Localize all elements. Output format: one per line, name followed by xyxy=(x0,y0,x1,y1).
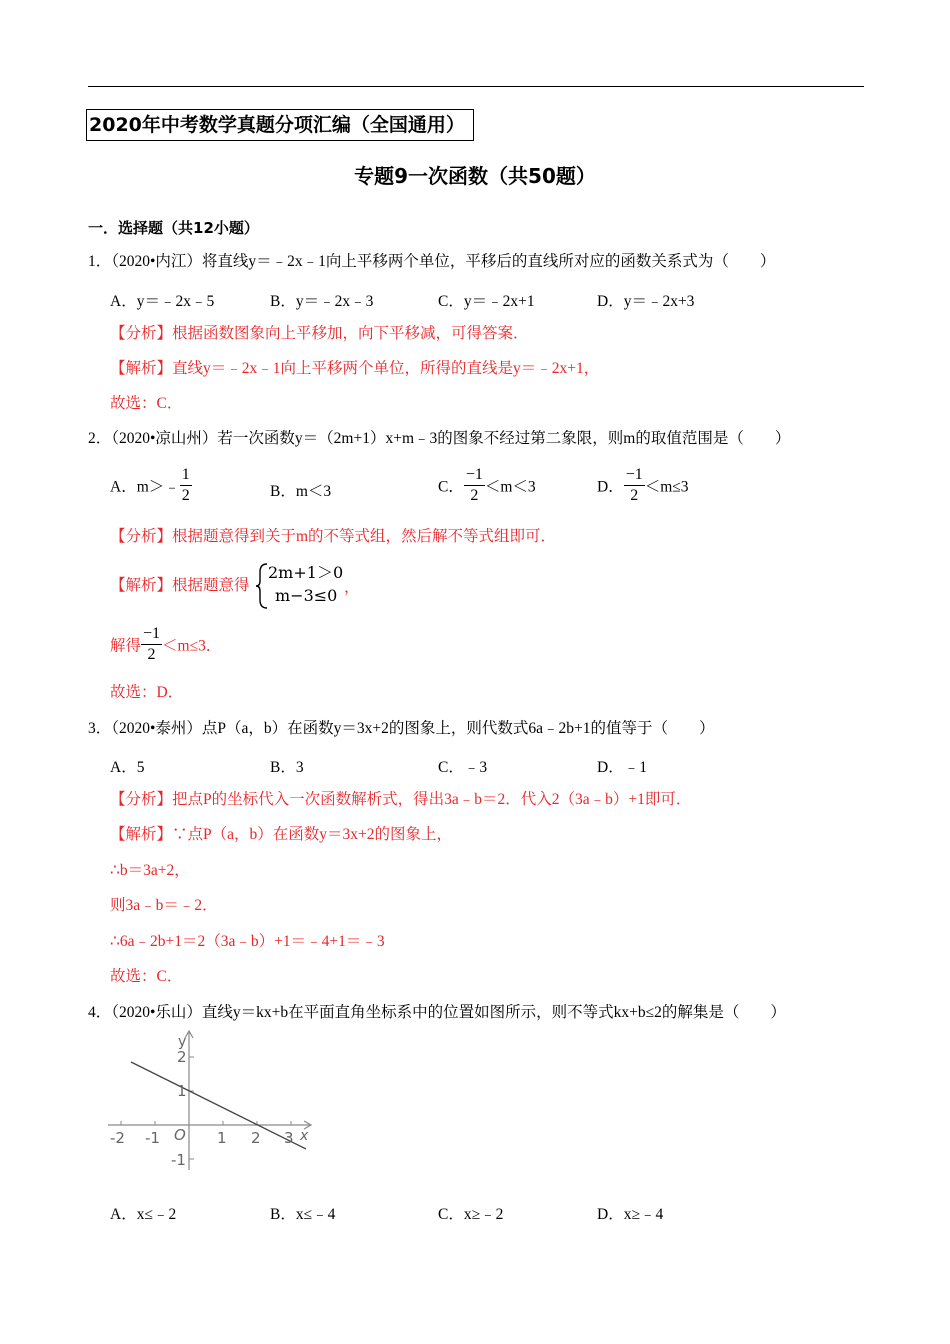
q1-option-b: B．y＝﹣2x﹣3 xyxy=(270,293,374,310)
q2-option-d-num: −1 xyxy=(624,465,645,486)
q1-option-a: A．y＝﹣2x﹣5 xyxy=(110,293,215,310)
y-tick-label: -1 xyxy=(171,1151,186,1169)
q1-answer: 故选：C． xyxy=(110,395,183,412)
q1-option-c: C．y＝﹣2x+1 xyxy=(438,293,535,310)
system-suffix: ， xyxy=(344,579,360,596)
q2-solve-suffix: ＜m≤3． xyxy=(162,637,222,655)
q3-option-c: C．﹣3 xyxy=(438,759,488,776)
q2-option-d-prefix: D． xyxy=(597,478,624,496)
q2-option-d-suffix: ＜m≤3 xyxy=(644,478,689,496)
q2-solve-prefix: 解得 xyxy=(110,637,142,655)
q4-option-d: D．x≥﹣4 xyxy=(597,1206,664,1223)
q2-option-a-num: 1 xyxy=(180,465,192,486)
q3-option-d: D．﹣1 xyxy=(597,759,647,776)
q2-option-d xyxy=(597,465,689,506)
q2-solve-num: −1 xyxy=(141,624,162,645)
q3-analysis: 【分析】把点P的坐标代入一次函数解析式，得出3a﹣b＝2．代入2（3a﹣b）+1即可． xyxy=(110,791,692,808)
question-1-stem: 1．（2020•内江）将直线y＝﹣2x﹣1向上平移两个单位，平移后的直线所对应的函数关系式为（ ） xyxy=(88,253,776,270)
q4-option-a: A．x≤﹣2 xyxy=(110,1206,177,1223)
question-3-stem: 3．（2020•泰州）点P（a，b）在函数y＝3x+2的图象上，则代数式6a﹣2b+1的值等于（ ） xyxy=(88,720,715,737)
q2-option-c-suffix: ＜m＜3 xyxy=(484,478,536,496)
q1-analysis: 【分析】根据函数图象向上平移加，向下平移减，可得答案． xyxy=(110,325,529,342)
q1-solution: 【解析】直线y＝﹣2x﹣1向上平移两个单位，所得的直线是y＝﹣2x+1， xyxy=(110,360,600,377)
brace-icon xyxy=(255,562,269,610)
q2-solve-fraction xyxy=(141,624,162,665)
y-tick-label: 2 xyxy=(177,1048,187,1066)
question-2-stem: 2．（2020•凉山州）若一次函数y＝（2m+1）x+m﹣3的图象不经过第二象限，则m的取值范围是（ ） xyxy=(88,430,791,447)
q2-answer: 故选：D． xyxy=(110,684,184,701)
y-tick-label: 1 xyxy=(177,1082,187,1100)
q2-option-a-fraction xyxy=(180,465,192,506)
q4-option-b: B．x≤﹣4 xyxy=(270,1206,336,1223)
q2-option-a-den: 2 xyxy=(181,487,190,504)
q2-solve-line xyxy=(110,624,221,665)
origin-label: O xyxy=(174,1126,186,1144)
system-line-2: m−3≤0 xyxy=(275,586,338,605)
q3-answer: 故选：C． xyxy=(110,968,183,985)
x-axis-label: x xyxy=(300,1128,309,1144)
x-tick-label: 3 xyxy=(284,1129,294,1147)
q3-step-2: 则3a﹣b＝﹣2． xyxy=(110,897,218,914)
q2-solution-prefix: 【解析】根据题意得 xyxy=(110,577,250,594)
q1-option-d: D．y＝﹣2x+3 xyxy=(597,293,695,310)
q2-option-a xyxy=(110,465,192,506)
q3-step-3: ∴6a﹣2b+1＝2（3a﹣b）+1＝﹣4+1＝﹣3 xyxy=(110,933,385,950)
system-line-1: 2m+1＞0 xyxy=(268,563,344,582)
document-title: 专题9一次函数（共50题） xyxy=(354,164,596,188)
q2-option-c-fraction xyxy=(464,465,485,506)
q2-option-a-prefix: A．m＞﹣ xyxy=(110,478,180,496)
section-heading: 一．选择题（共12小题） xyxy=(88,219,259,237)
series-title: 2020年中考数学真题分项汇编（全国通用） xyxy=(86,109,474,141)
x-tick-label: 2 xyxy=(251,1129,261,1147)
q2-solve-den: 2 xyxy=(147,646,156,663)
q2-option-d-fraction xyxy=(624,465,645,506)
q2-option-b: B．m＜3 xyxy=(270,483,332,500)
q4-option-c: C．x≥﹣2 xyxy=(438,1206,504,1223)
q3-step-1: ∴b＝3a+2， xyxy=(110,862,190,879)
x-tick-label: -1 xyxy=(145,1129,160,1147)
q3-solution: 【解析】∵点P（a，b）在函数y＝3x+2的图象上， xyxy=(110,826,452,843)
q2-option-c-num: −1 xyxy=(464,465,485,486)
q2-analysis: 【分析】根据题意得到关于m的不等式组，然后解不等式组即可． xyxy=(110,528,557,545)
x-tick-label: -2 xyxy=(110,1129,125,1147)
x-tick-label: 1 xyxy=(217,1129,227,1147)
q2-option-c xyxy=(438,465,536,506)
q4-graph xyxy=(100,1024,320,1174)
q3-option-b: B．3 xyxy=(270,759,304,776)
y-axis-label: y xyxy=(178,1034,187,1050)
q2-option-d-den: 2 xyxy=(630,487,639,504)
q2-option-c-den: 2 xyxy=(470,487,479,504)
q3-option-a: A．5 xyxy=(110,759,145,776)
question-4-stem: 4．（2020•乐山）直线y＝kx+b在平面直角坐标系中的位置如图所示，则不等式kx+b≤2的解集是（ ） xyxy=(88,1004,786,1021)
top-rule xyxy=(88,86,864,87)
q2-option-c-prefix: C． xyxy=(438,478,464,496)
